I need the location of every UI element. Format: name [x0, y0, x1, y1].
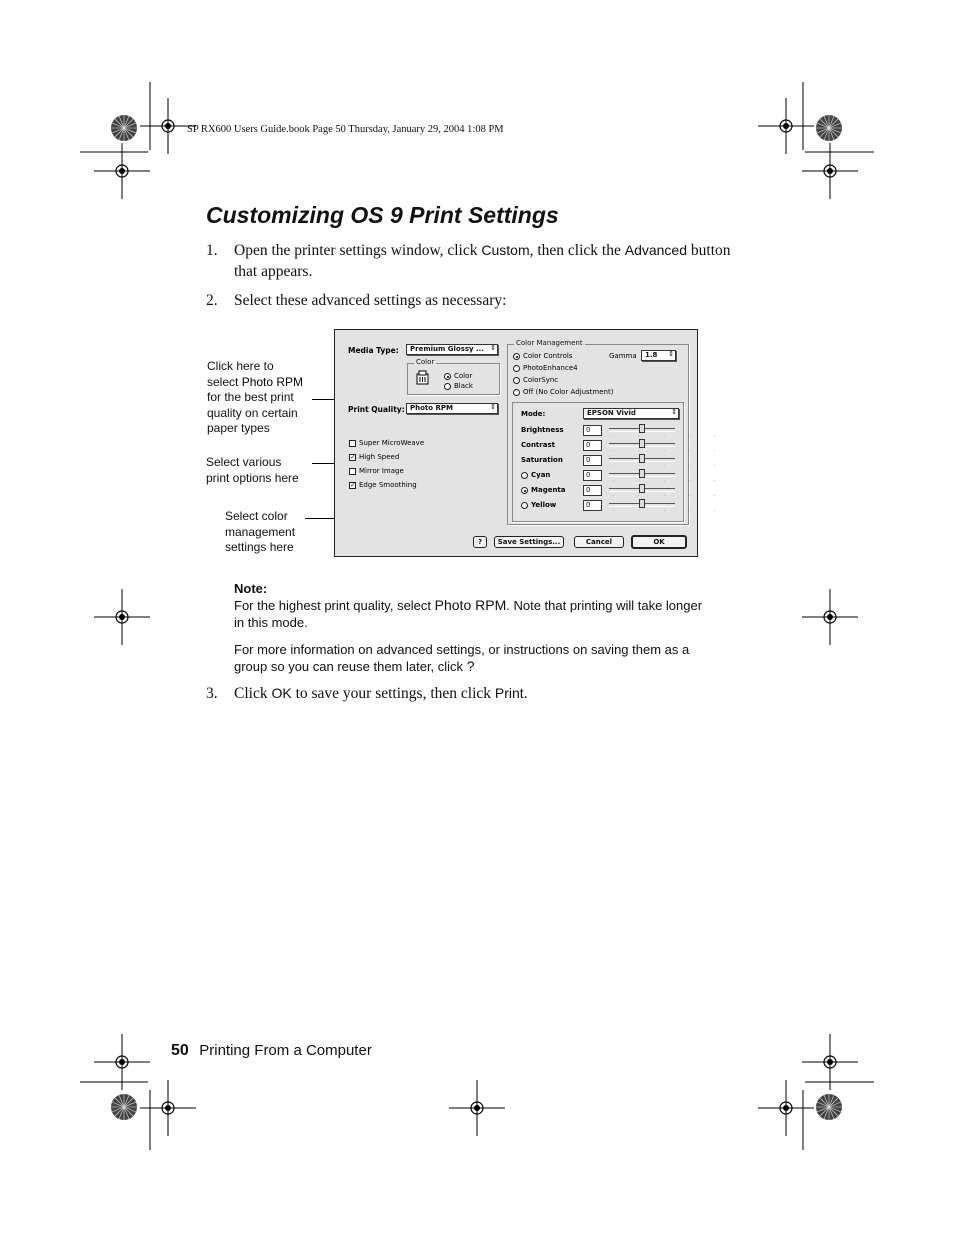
magenta-radio[interactable] — [521, 487, 528, 494]
step-2-text: Select these advanced settings as necessary: — [234, 292, 507, 309]
footer-section-title: Printing From a Computer — [199, 1042, 372, 1059]
advanced-settings-dialog: Media Type: Premium Glossy ... ⇕ Color Color Black Print Quality: Photo RPM ⇕ Super MicroWeave ✓ High Speed Mirror Image ✓ Edge Smoothing Color Management Color Controls PhotoEnhance4 ColorSync Off (No Color Adjustment) Gamma 1.8 ⇕ Mode: EPSON Vivid ⇕ Brightness 0 . . . . . Contrast 0 . . . . . Saturation 0 . . . . . Cyan 0 . . . . . Magenta 0 . . . . . Yellow 0 . . . . . ? Save Settings... Cancel OK — [334, 329, 698, 557]
high-speed-checkbox[interactable]: ✓ — [350, 453, 356, 461]
popup-arrow-icon: ⇕ — [671, 408, 677, 416]
slider-ticks: . . . . . — [613, 432, 727, 438]
edge-smoothing-checkbox[interactable]: ✓ — [350, 481, 356, 489]
gamma-label: Gamma — [609, 352, 637, 360]
mode-label: Mode: — [521, 410, 546, 418]
callout-photo-rpm: Click here to select Photo RPM for the best print quality on certain paper types — [207, 359, 304, 435]
ok-button[interactable]: OK — [631, 535, 687, 549]
save-settings-button[interactable]: Save Settings... — [494, 536, 564, 548]
color-management-group: Color Management Color Controls PhotoEnhance4 ColorSync Off (No Color Adjustment) Gamma 1.8 ⇕ Mode: EPSON Vivid ⇕ Brightness 0 . . . . . Contrast 0 . . . . . Saturation 0 . . . . . Cyan 0 . . . . . Magenta 0 . . . . . Yellow 0 . . . . . — [507, 344, 689, 525]
slider-value-field[interactable]: 0 — [583, 500, 602, 511]
step-3 — [206, 683, 766, 705]
slider-label: Yellow — [531, 501, 557, 509]
step-1-number: 1. — [206, 242, 218, 259]
gamma-popup[interactable]: 1.8 ⇕ — [641, 350, 676, 361]
page-footer — [171, 1042, 372, 1060]
popup-arrow-icon: ⇕ — [668, 350, 674, 358]
slider-value-field[interactable]: 0 — [583, 455, 602, 466]
color-controls-panel — [512, 402, 727, 522]
printer-icon — [416, 370, 429, 386]
media-type-label: Media Type: — [348, 346, 399, 355]
slider-ticks: . . . . . — [613, 477, 727, 483]
black-radio[interactable] — [444, 383, 451, 390]
step-1-text: Open the printer settings window, click Custom, then click the Advanced button that appears. — [234, 242, 731, 280]
page-title: Customizing OS 9 Print Settings — [206, 202, 559, 228]
custom-keyword: Custom — [481, 242, 530, 258]
slider-value-field[interactable]: 0 — [583, 470, 602, 481]
note-block — [234, 580, 754, 675]
slider-label: Saturation — [521, 456, 563, 464]
ok-keyword: OK — [271, 685, 292, 701]
page-number: 50 — [171, 1042, 189, 1059]
slider-label: Cyan — [531, 471, 551, 479]
no-color-adjustment-radio[interactable] — [513, 389, 520, 396]
colorsync-radio[interactable] — [513, 377, 520, 384]
color-controls-radio[interactable] — [513, 353, 520, 360]
super-microweave-checkbox[interactable] — [349, 440, 356, 447]
step-2 — [206, 290, 766, 312]
step-1 — [206, 240, 766, 284]
print-keyword: Print — [494, 685, 524, 701]
yellow-radio[interactable] — [521, 502, 528, 509]
step-3-number: 3. — [206, 685, 218, 702]
book-header-line: SP RX600 Users Guide.book Page 50 Thursday, January 29, 2004 1:08 PM — [187, 124, 504, 135]
slider-label: Contrast — [521, 441, 555, 449]
photoenhance4-radio[interactable] — [513, 365, 520, 372]
slider-label: Brightness — [521, 426, 564, 434]
media-type-popup[interactable]: Premium Glossy ... ⇕ — [406, 344, 498, 355]
cyan-radio[interactable] — [521, 472, 528, 479]
step-3-text: Click OK to save your settings, then click Print. — [234, 685, 528, 702]
callout-color-management: Select color management settings here — [225, 509, 296, 554]
mode-popup[interactable]: EPSON Vivid ⇕ — [583, 408, 679, 419]
slider-value-field[interactable]: 0 — [583, 485, 602, 496]
step-2-number: 2. — [206, 292, 218, 309]
color-group: Color Color Black — [407, 363, 500, 395]
mirror-image-checkbox[interactable] — [349, 468, 356, 475]
slider-ticks: . . . . . — [613, 507, 727, 513]
slider-ticks: . . . . . — [613, 462, 727, 468]
note-paragraph-2: For more information on advanced settings, or instructions on saving them as a group so you can reuse them later, click ? — [234, 642, 690, 674]
note-heading: Note: — [234, 581, 268, 596]
advanced-keyword: Advanced — [624, 242, 688, 258]
slider-value-field[interactable]: 0 — [583, 425, 602, 436]
popup-arrow-icon: ⇕ — [490, 344, 496, 352]
slider-value-field[interactable]: 0 — [583, 440, 602, 451]
help-button[interactable]: ? — [473, 536, 487, 548]
slider-ticks: . . . . . — [613, 492, 727, 498]
callout-print-options: Select various print options here — [206, 455, 299, 485]
print-quality-popup[interactable]: Photo RPM ⇕ — [406, 403, 498, 414]
cancel-button[interactable]: Cancel — [574, 536, 624, 548]
print-quality-label: Print Quality: — [348, 405, 405, 414]
color-radio[interactable] — [444, 373, 451, 380]
slider-ticks: . . . . . — [613, 447, 727, 453]
popup-arrow-icon: ⇕ — [490, 403, 496, 411]
note-paragraph-1: For the highest print quality, select Photo RPM. Note that printing will take longer in this mode. — [234, 597, 703, 630]
slider-label: Magenta — [531, 486, 566, 494]
